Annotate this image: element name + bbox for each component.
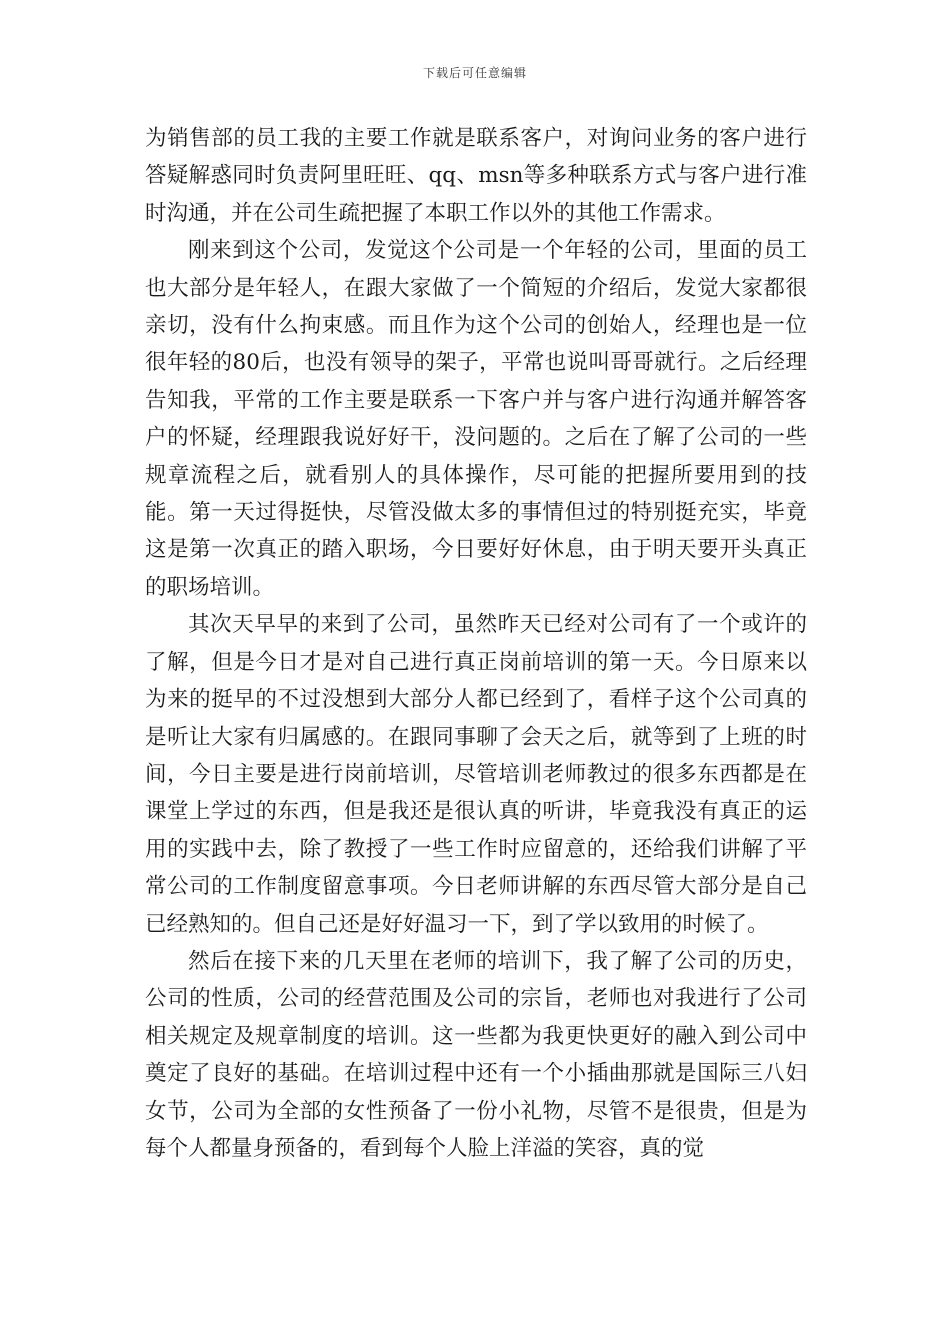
paragraph-4: 然后在接下来的几天里在老师的培训下，我了解了公司的历史，公司的性质，公司的经营范围及公司的宗旨，老师也对我进行了公司相关规定及规章制度的培训。这一些都为我更快更好的融入到公司中奠定了良好的基础。在培训过程中还有一个小插曲那就是国际三八妇女节，公司为全部的女性预备了一份小礼物，尽管不是很贵，但是为每个人都量身预备的，看到每个人脸上洋溢的笑容，真的觉 <box>145 948 807 1161</box>
paragraph-1: 为销售部的员工我的主要工作就是联系客户，对询问业务的客户进行答疑解惑同时负责阿里旺旺、qq、msn等多种联系方式与客户进行准时沟通，并在公司生疏把握了本职工作以外的其他工作需求。 <box>145 126 807 226</box>
document-body <box>145 120 807 1167</box>
paragraph-3: 其次天早早的来到了公司，虽然昨天已经对公司有了一个或许的了解，但是今日才是对自己进行真正岗前培训的第一天。今日原来以为来的挺早的不过没想到大部分人都已经到了，看样子这个公司真的是听让大家有归属感的。在跟同事聊了会天之后，就等到了上班的时间，今日主要是进行岗前培训，尽管培训老师教过的很多东西都是在课堂上学过的东西，但是我还是很认真的听讲，毕竟我没有真正的运用的实践中去，除了教授了一些工作时应留意的，还给我们讲解了平常公司的工作制度留意事项。今日老师讲解的东西尽管大部分是自己已经熟知的。但自己还是好好温习一下，到了学以致用的时候了。 <box>145 612 807 937</box>
paragraph-2: 刚来到这个公司，发觉这个公司是一个年轻的公司，里面的员工也大部分是年轻人，在跟大家做了一个简短的介绍后，发觉大家都很亲切，没有什么拘束感。而且作为这个公司的创始人，经理也是一位很年轻的80后，也没有领导的架子，平常也说叫哥哥就行。之后经理告知我，平常的工作主要是联系一下客户并与客户进行沟通并解答客户的怀疑，经理跟我说好好干，没问题的。之后在了解了公司的一些规章流程之后，就看别人的具体操作，尽可能的把握所要用到的技能。第一天过得挺快，尽管没做太多的事情但过的特别挺充实，毕竟这是第一次真正的踏入职场，今日要好好休息，由于明天要开头真正的职场培训。 <box>145 238 807 600</box>
page-header: 下载后可任意编辑 <box>422 66 527 80</box>
